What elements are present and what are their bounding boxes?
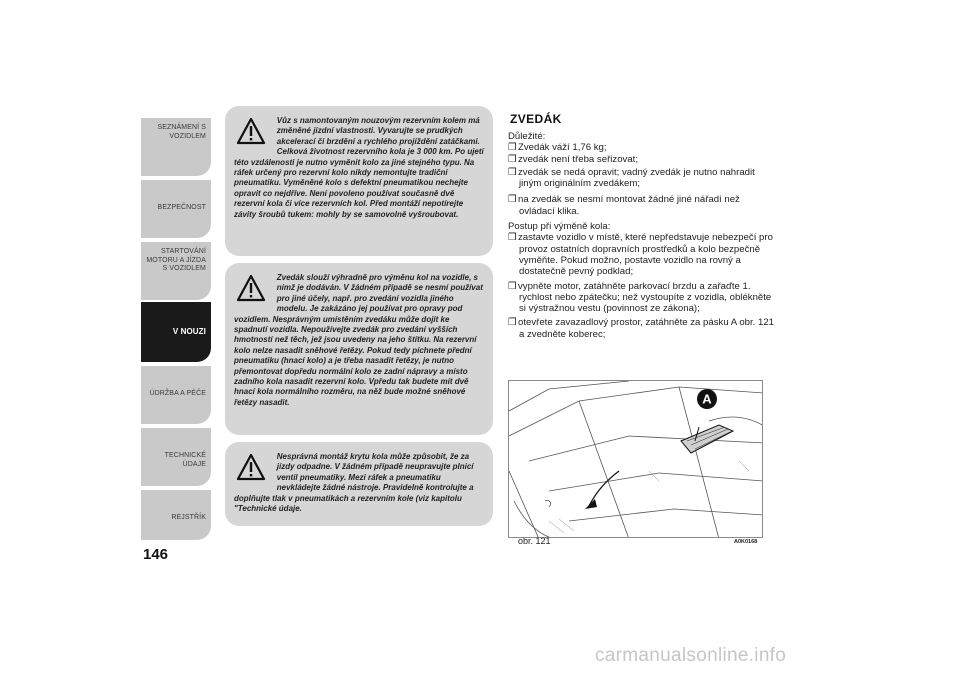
list-item: ❒zvedák se nedá opravit; vadný zvedák je nutno nahradit jiným originálním zvedákem; [508,166,755,190]
warning-box-jack-usage [225,263,493,435]
page-number: 146 [143,546,169,563]
list-item: ❒na zvedák se nesmí montovat žádné jiné nářadí než ovládací klika. [508,194,740,217]
sidebar-tab-v-nouzi[interactable]: V NOUZI [141,302,211,362]
warning-text: Nesprávná montáž krytu kola může způsobit, že za jízdy odpadne. V žádném případě neupravujte plnicí ventil pneumatiky. Mezi ráfek a pneumatiku nevkládejte žádné nástroje. Pravidelně kontrolujte a doplňujte tlak v pneumatikách a rezervním kole (viz kapitolu "Technické údaje. [234,451,474,514]
checkbox-bullet-icon: ❒ [508,142,517,154]
list-item: ❒zvedák není třeba seřizovat; [508,153,638,165]
checkbox-bullet-icon: ❒ [508,194,517,206]
strap-A-detail [681,425,733,453]
checkbox-bullet-icon: ❒ [508,280,517,292]
list-item: ❒vypněte motor, zatáhněte parkovací brzdu a zařaďte 1. rychlost nebo zpátečku; než vystoupíte z vozidla, oblékněte si výstražnou vestu (povinnost ze zákona); [508,280,772,315]
sidebar-tab-startovani[interactable]: STARTOVÁNÍ MOTORU A JÍZDA S VOZIDLEM [141,242,211,300]
sidebar-tab-bezpecnost[interactable]: BEZPEČNOST [141,180,211,238]
watermark: carmanualsonline.info [595,645,787,666]
important-label: Důležité: [508,131,546,142]
procedure-label: Postup při výměně kola: [508,221,611,233]
list-item: ❒otevřete zavazadlový prostor, zatáhněte za pásku A obr. 121 a zvedněte koberec; [508,317,774,340]
warning-text: Zvedák slouží výhradně pro výměnu kol na vozidle, s nímž je dodáván. V žádném případě se nesmí používat pro jiné účely, např. pro zvedání vozidla jiného modelu. Je zakázáno jej používat pro opravy pod vozidlem. Nesprávným umístěním zvedáku může dojít ke spadnutí vozidla. Nepoužívejte zvedák pro zvedání vyšších hmotností než těch, jež jsou uvedeny na jeho štítku. Na rezervní kolo nelze nasadit sněhové řetězy. Pokud tedy píchnete přední pneumatiku (hnací kolo) a je třeba nasadit řetězy, je nutno přemontovat dopředu normální kolo ze zadní nápravy a místo zadního kola nasadit rezervní kolo. Vpředu tak budete mít dvě hnací kola normálního rozměru, na něž bude možné sněhové řetězy nasadit. [234,272,483,407]
checkbox-bullet-icon: ❒ [508,153,517,165]
figure-code: A0K0168 [734,539,758,545]
list-item: ❒zastavte vozidlo v místě, které nepředstavuje nebezpečí pro provoz ostatních dopravních prostředků a kolo bezpečně vyměňte. Pokud možno, postavte vozidlo na rovný a dostatečně pevný podklad; [508,232,773,278]
trunk-floor-drawing [509,381,763,538]
figure-caption: obr. 121 [518,536,551,546]
warning-box-wheel-cover [225,442,493,526]
sidebar-tab-technicke-udaje[interactable]: TECHNICKÉ ÚDAJE [141,428,211,486]
checkbox-bullet-icon: ❒ [508,166,517,178]
sidebar-tab-seznameni[interactable]: SEZNÁMENÍ S VOZIDLEM [141,118,211,176]
checkbox-bullet-icon: ❒ [508,317,517,329]
callout-A-label: A [702,391,712,407]
section-title: ZVEDÁK [510,112,562,126]
sidebar-tab-rejstrik[interactable]: REJSTŘÍK [141,490,211,540]
figure-trunk-illustration [508,380,763,538]
warning-box-spare-wheel [225,106,493,256]
sidebar-tab-udrzba[interactable]: ÚDRŽBA A PÉČE [141,366,211,424]
list-item: ❒Zvedák váží 1,76 kg; [508,142,607,154]
important-block [508,131,778,340]
warning-text: Vůz s namontovaným nouzovým rezervním kolem má změněné jízdní vlastnosti. Vyvarujte se prudkých akcelerací či brzdění a rychlého projíždění zatáčkami. Celková životnost rezervního kola je 3 000 km. Po ujetí této vzdálenosti je nutno vyměnit kolo za jiné stejného typu. Na ráfek určený pro rezervní kolo nikdy nemontujte tradiční pneumatiku. Vyměněné kolo s defektní pneumatikou nechejte opravit co nejdříve. Není povoleno používat současně dvě rezervní kola či více rezervních kol. Před montáží nepotírejte závity šroubů tukem: mohly by se samovolně vyšroubovat. [234,115,484,219]
checkbox-bullet-icon: ❒ [508,232,517,244]
